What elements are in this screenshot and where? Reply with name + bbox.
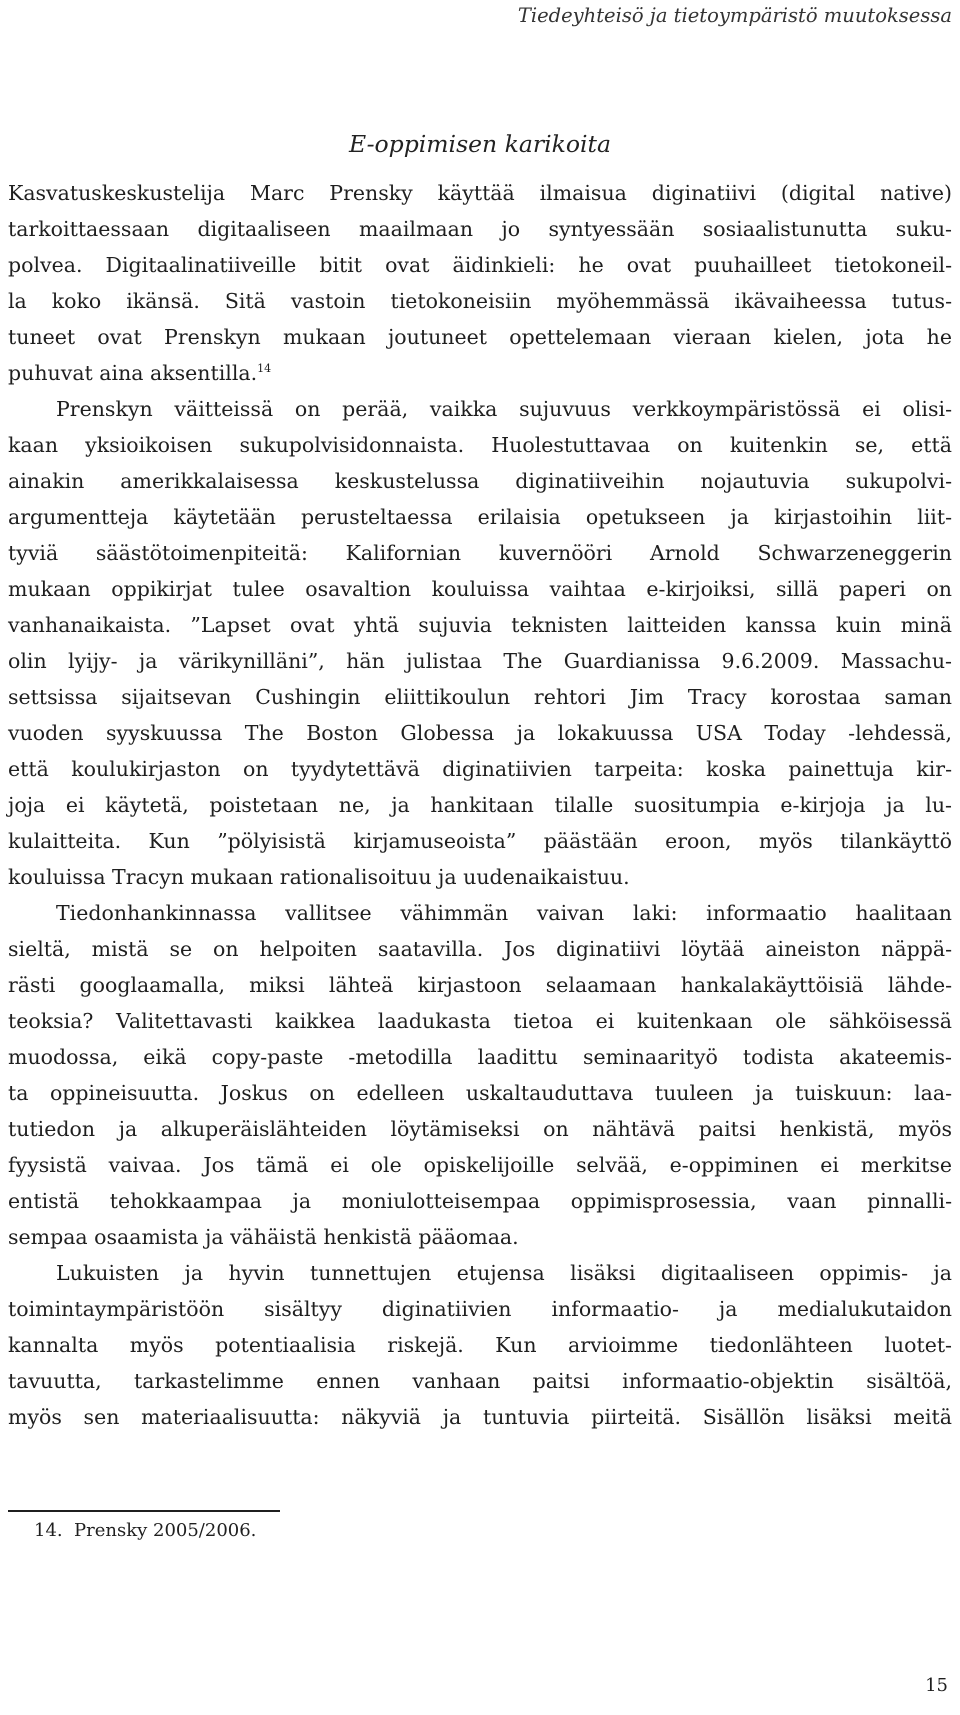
paragraph-1-line: la koko ikänsä. Sitä vastoin tietokoneisiin myöhemmässä ikävaiheessa tutus-	[8, 289, 952, 313]
paragraph-1-line: tarkoittaessaan digitaaliseen maailmaan jo syntyessään sosiaalistunutta suku-	[8, 217, 952, 241]
footnote	[34, 1515, 256, 1547]
paragraph-2-line: olin lyijy- ja värikynilläni”, hän julistaa The Guardianissa 9.6.2009. Massachu-	[8, 649, 952, 673]
paragraph-2-line: kaan yksioikoisen sukupolvisidonnaista. Huolestuttavaa on kuitenkin se, että	[8, 433, 952, 457]
paragraph-3-line: teoksia? Valitettavasti kaikkea laadukasta tietoa ei kuitenkaan ole sähköisessä	[8, 1009, 952, 1033]
paragraph-2-line: ainakin amerikkalaisessa keskustelussa diginatiiveihin nojautuvia sukupolvi-	[8, 469, 952, 493]
section-title: E-oppimisen karikoita	[348, 130, 611, 158]
footnote-divider	[8, 1510, 280, 1512]
paragraph-1-line: Kasvatuskeskustelija Marc Prensky käyttää ilmaisua diginatiivi (digital native)	[8, 181, 952, 205]
paragraph-3-line: tutiedon ja alkuperäislähteiden löytämiseksi on nähtävä paitsi henkistä, myös	[8, 1117, 952, 1141]
running-header: Tiedeyhteisö ja tietoympäristö muutoksessa	[517, 4, 952, 27]
paragraph-2-line: argumentteja käytetään perusteltaessa erilaisia opetukseen ja kirjastoihin liit-	[8, 505, 952, 529]
paragraph-2-line: mukaan oppikirjat tulee osavaltion kouluissa vaihtaa e-kirjoiksi, sillä paperi on	[8, 577, 952, 601]
paragraph-4-line: toimintaympäristöön sisältyy diginatiivien informaatio- ja medialukutaidon	[8, 1297, 952, 1321]
paragraph-2-line: Prenskyn väitteissä on perää, vaikka sujuvuus verkkoympäristössä ei olisi-	[56, 397, 952, 421]
paragraph-1-line: tuneet ovat Prenskyn mukaan joutuneet opettelemaan vieraan kielen, jota he	[8, 325, 952, 349]
footnote-text: Prensky 2005/2006.	[74, 1520, 257, 1541]
paragraph-3-line: sieltä, mistä se on helpoiten saatavilla. Jos diginatiivi löytää aineiston näppä-	[8, 937, 952, 961]
paragraph-2-line: tyviä säästötoimenpiteitä: Kalifornian kuvernööri Arnold Schwarzeneggerin	[8, 541, 952, 565]
paragraph-3-line: Tiedonhankinnassa vallitsee vähimmän vaivan laki: informaatio haalitaan	[56, 901, 952, 925]
paragraph-1-line: puhuvat aina aksentilla.	[8, 361, 258, 385]
paragraph-1-last-line	[8, 355, 952, 391]
paragraph-2-line: kouluissa Tracyn mukaan rationalisoituu ja uudenaikaistuu.	[8, 865, 630, 889]
paragraph-3-line: sempaa osaamista ja vähäistä henkistä pääomaa.	[8, 1225, 519, 1249]
paragraph-2-line: settsissa sijaitsevan Cushingin eliittikoulun rehtori Jim Tracy korostaa saman	[8, 685, 952, 709]
paragraph-3-line: entistä tehokkaampaa ja moniulotteisempaa oppimisprosessia, vaan pinnalli-	[8, 1189, 952, 1213]
paragraph-2-line: joja ei käytetä, poistetaan ne, ja hankitaan tilalle suositumpia e-kirjoja ja lu-	[8, 793, 952, 817]
paragraph-3-line: muodossa, eikä copy-paste -metodilla laadittu seminaarityö todista akateemis-	[8, 1045, 952, 1069]
page-number: 15	[925, 1675, 948, 1696]
paragraph-2-line: vuoden syyskuussa The Boston Globessa ja lokakuussa USA Today -lehdessä,	[8, 721, 952, 745]
paragraph-3-line: fyysistä vaivaa. Jos tämä ei ole opiskelijoille selvää, e-oppiminen ei merkitse	[8, 1153, 952, 1177]
paragraph-4-line: kannalta myös potentiaalisia riskejä. Kun arvioimme tiedonlähteen luotet-	[8, 1333, 952, 1357]
paragraph-4-line: tavuutta, tarkastelimme ennen vanhaan paitsi informaatio-objektin sisältöä,	[8, 1369, 952, 1393]
paragraph-4-line: Lukuisten ja hyvin tunnettujen etujensa lisäksi digitaaliseen oppimis- ja	[56, 1261, 952, 1285]
paragraph-2-line: vanhanaikaista. ”Lapset ovat yhtä sujuvia teknisten laitteiden kanssa kuin minä	[8, 613, 952, 637]
paragraph-2-line: kulaitteita. Kun ”pölyisistä kirjamuseoista” päästään eroon, myös tilankäyttö	[8, 829, 952, 853]
paragraph-1-line: polvea. Digitaalinatiiveille bitit ovat äidinkieli: he ovat puuhailleet tietokoneil-	[8, 253, 952, 277]
paragraph-3-line: rästi googlaamalla, miksi lähteä kirjastoon selaamaan hankalakäyttöisiä lähde-	[8, 973, 952, 997]
paragraph-4-line: myös sen materiaalisuutta: näkyviä ja tuntuvia piirteitä. Sisällön lisäksi meitä	[8, 1405, 952, 1429]
paragraph-2-line: että koulukirjaston on tyydytettävä diginatiivien tarpeita: koska painettuja kir-	[8, 757, 952, 781]
footnote-number: 14.	[34, 1520, 63, 1541]
footnote-reference: 14	[257, 362, 272, 375]
paragraph-3-line: ta oppineisuutta. Joskus on edelleen uskaltauduttava tuuleen ja tuiskuun: laa-	[8, 1081, 952, 1105]
